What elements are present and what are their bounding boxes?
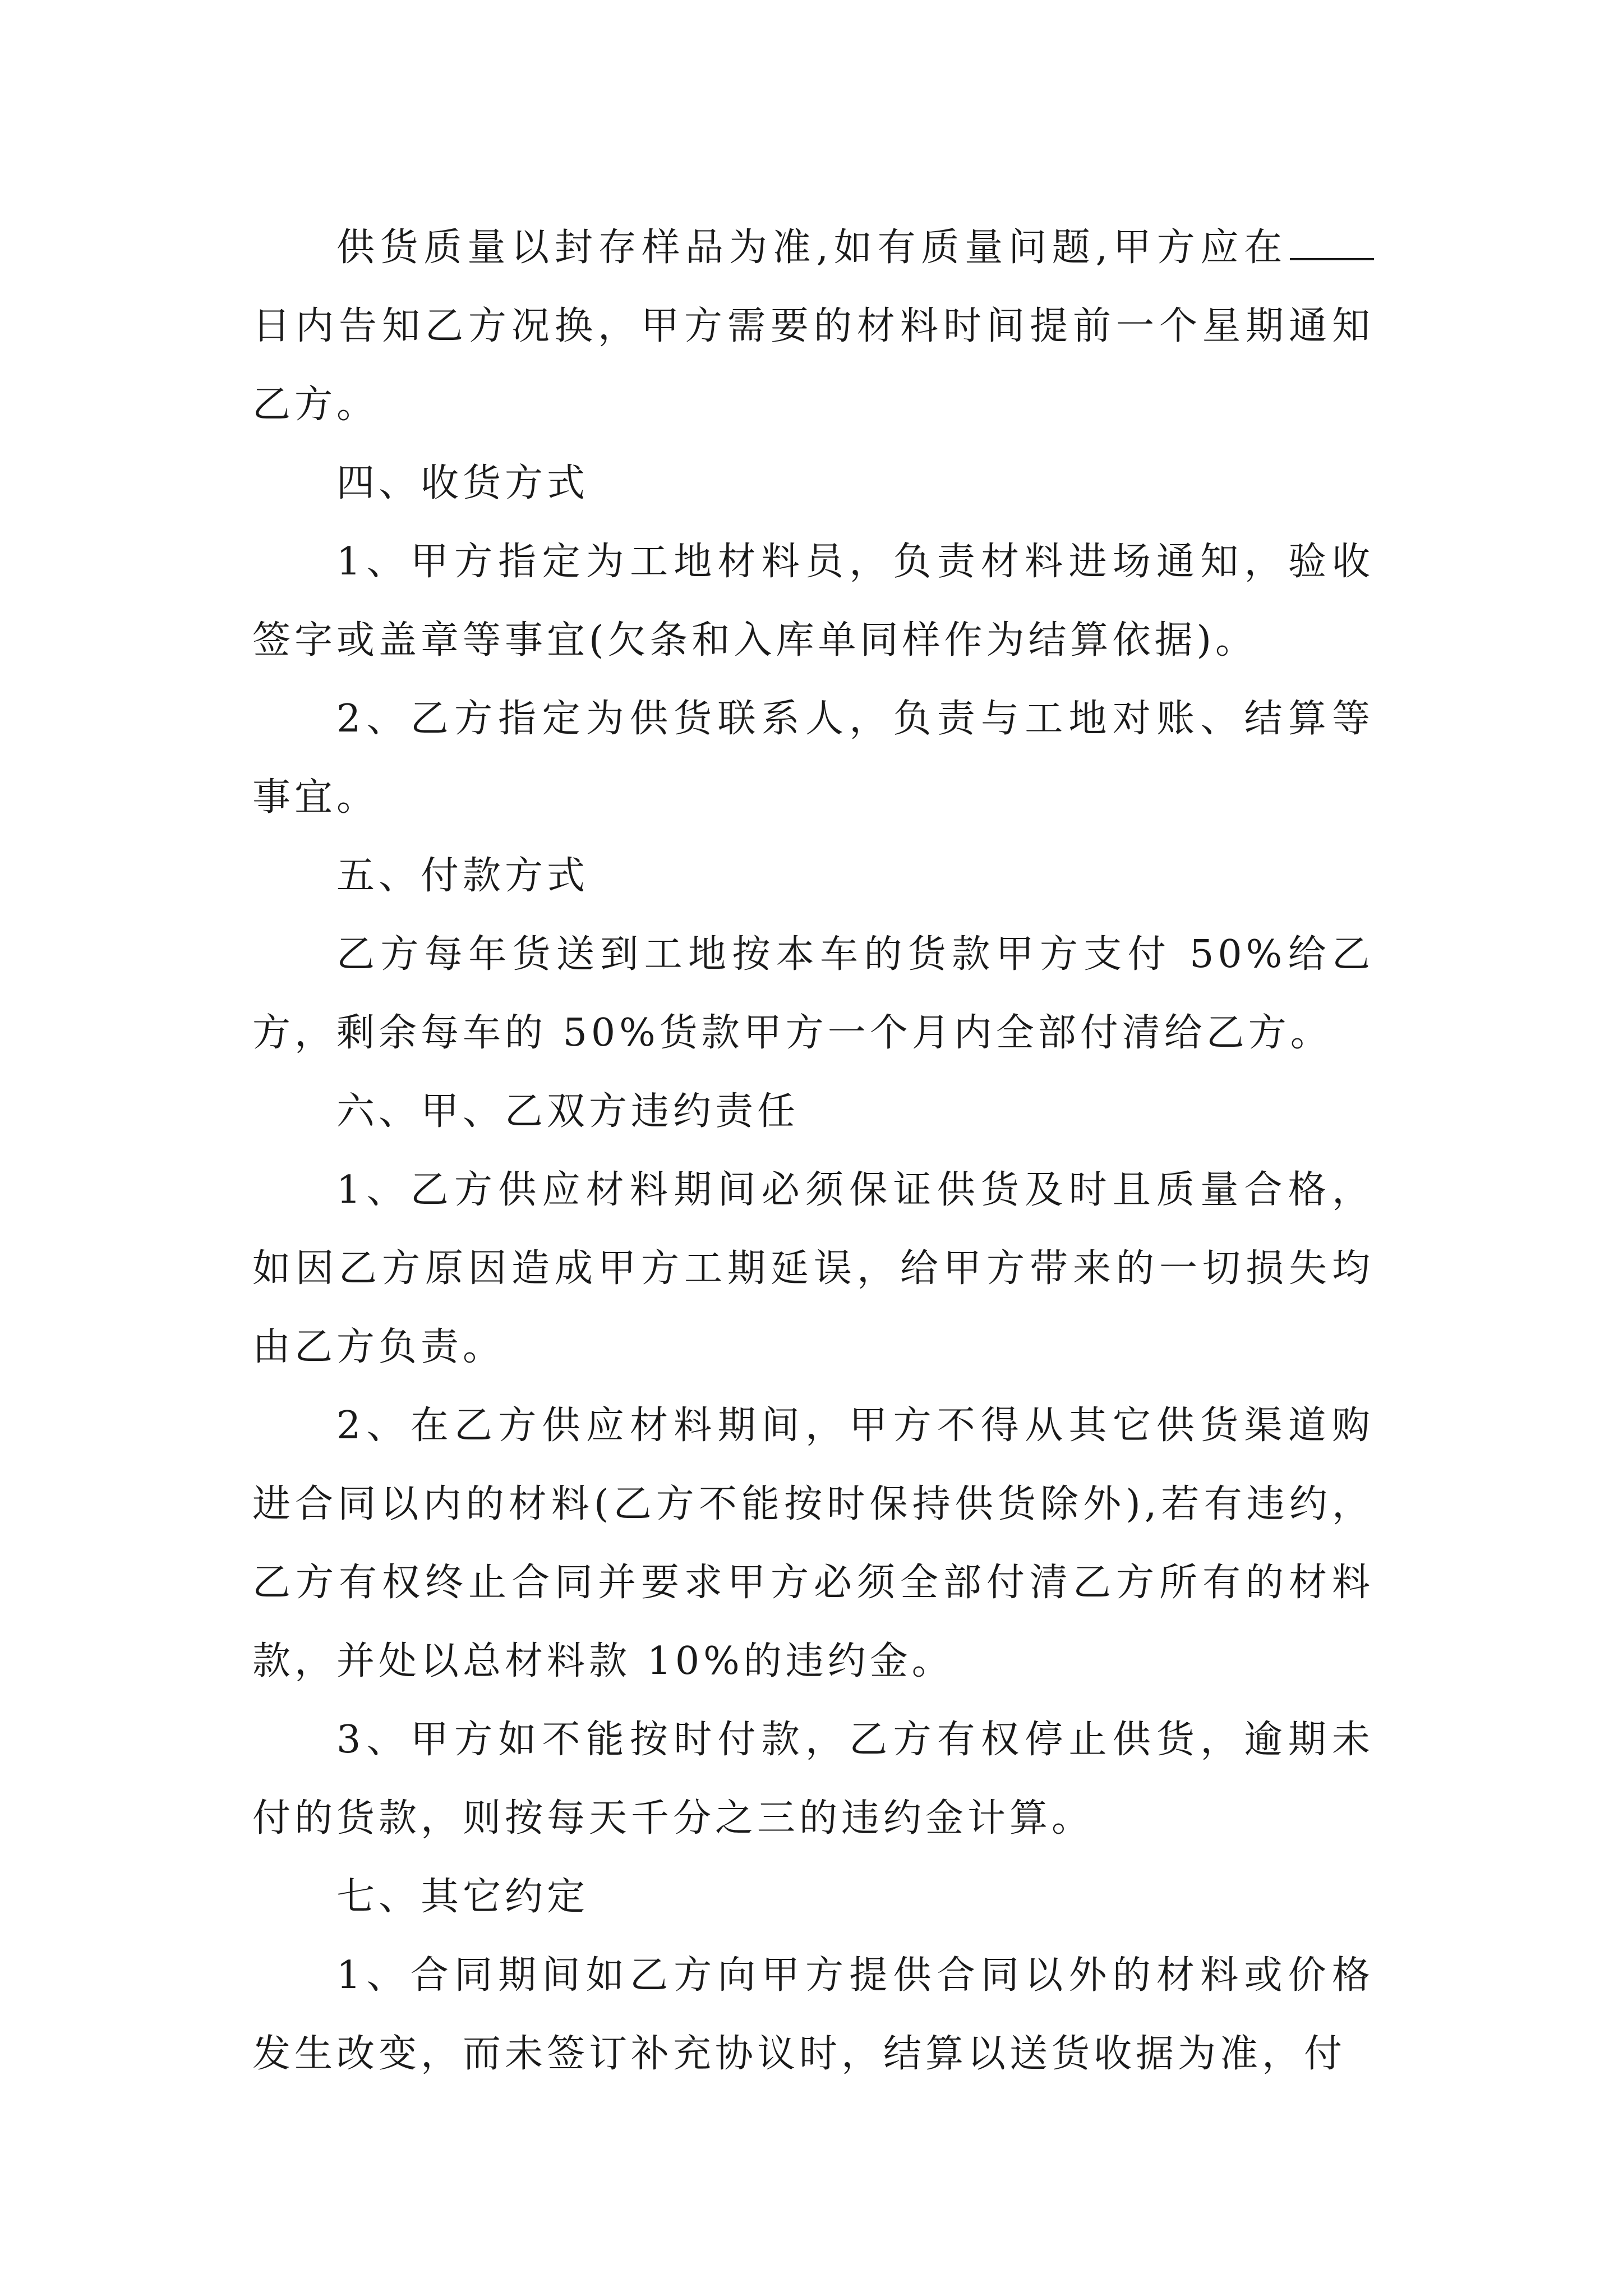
paragraph-liability-1: 1、乙方供应材料期间必须保证供货及时且质量合格，如因乙方原因造成甲方工期延误，给甲方带来的一切损失均由乙方负责。	[252, 1168, 1374, 1369]
paragraph-other-1: 1、合同期间如乙方向甲方提供合同以外的材料或价格发生改变，而未签订补充协议时，结算以送货收据为准，付	[252, 1953, 1374, 2076]
paragraph-receiving-1: 1、甲方指定为工地材料员，负责材料进场通知，验收签字或盖章等事宜(欠条和入库单同样作为结算依据)。	[252, 540, 1374, 662]
paragraph-receiving-2: 2、乙方指定为供货联系人，负责与工地对账、结算等事宜。	[252, 697, 1374, 820]
fill-in-blank	[1290, 220, 1374, 260]
section-heading-liability: 六、甲、乙双方违约责任	[336, 1089, 800, 1134]
section-heading-payment: 五、付款方式	[336, 854, 589, 898]
document-body	[252, 209, 1374, 2093]
section-heading-receiving: 四、收货方式	[336, 461, 589, 505]
paragraph-text: 供货质量以封存样品为准,如有质量问题,甲方应在	[336, 226, 1288, 270]
section-heading-other: 七、其它约定	[336, 1875, 589, 1919]
paragraph-liability-3: 3、甲方如不能按时付款，乙方有权停止供货，逾期未付的货款，则按每天千分之三的违约金计算。	[252, 1718, 1374, 1841]
paragraph-liability-2: 2、在乙方供应材料期间，甲方不得从其它供货渠道购进合同以内的材料(乙方不能按时保持供货除外),若有违约，乙方有权终止合同并要求甲方必须全部付清乙方所有的材料款，并处以总材料款 10%的违约金。	[252, 1404, 1374, 1683]
paragraph-text: 日内告知乙方况换，甲方需要的材料时间提前一个星期通知乙方。	[252, 304, 1374, 427]
paragraph-payment: 乙方每年货送到工地按本车的货款甲方支付 50%给乙方，剩余每车的 50%货款甲方一个月内全部付清给乙方。	[252, 932, 1374, 1055]
paragraph-quality	[252, 209, 1374, 444]
